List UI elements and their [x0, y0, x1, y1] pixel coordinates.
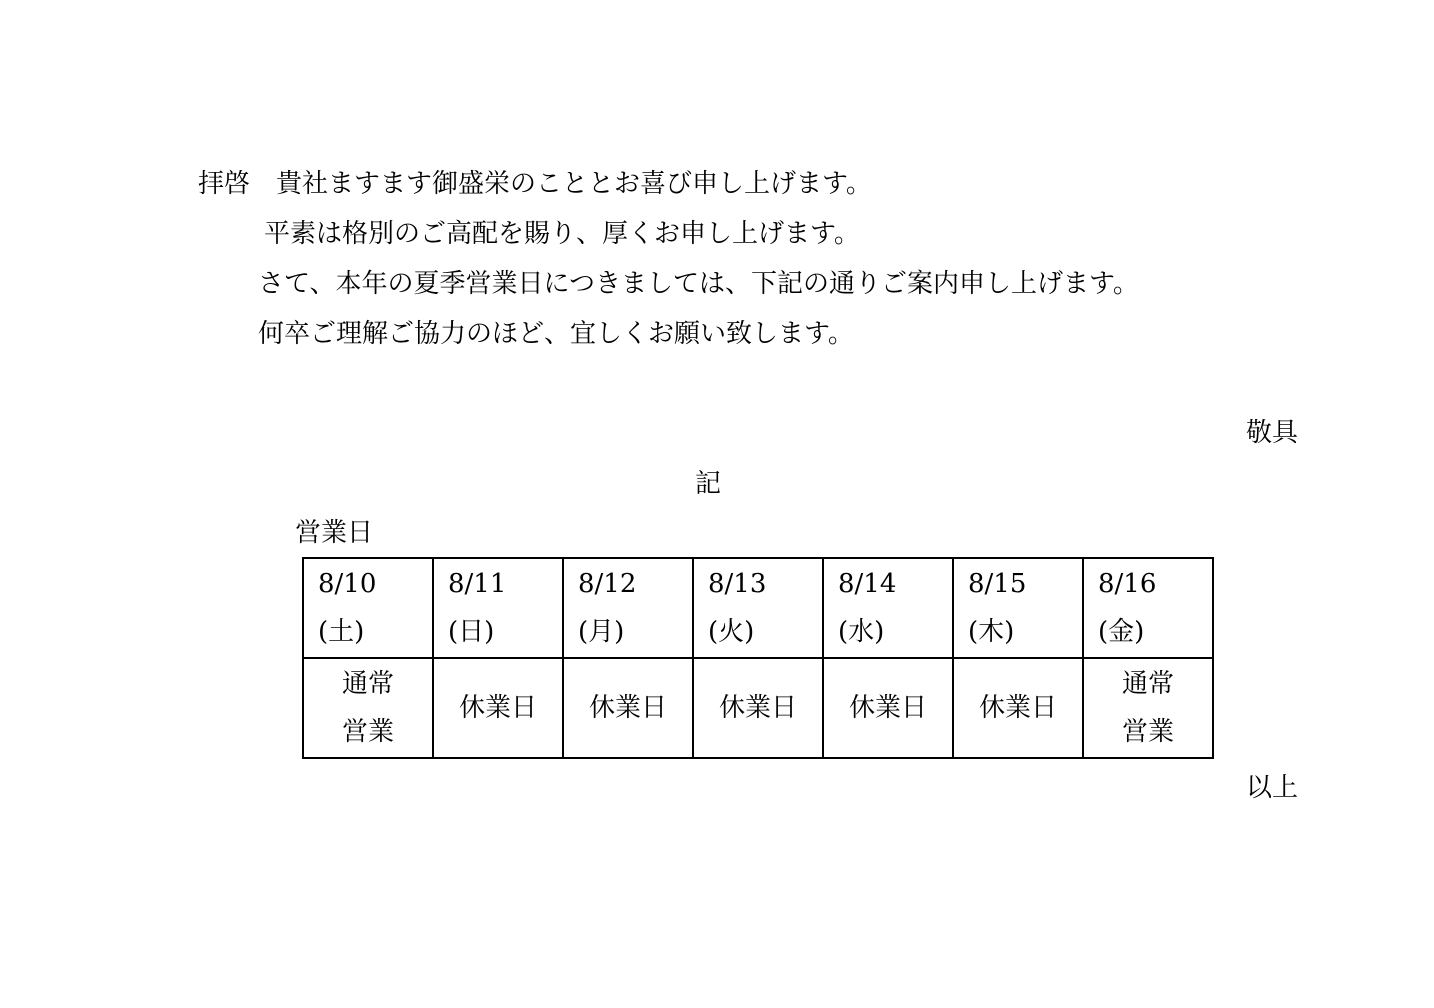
ki-heading: 記 [695, 469, 722, 499]
date-text: 8/15 [968, 569, 1027, 599]
weekday-text: (月) [578, 617, 625, 647]
date-row [303, 558, 1213, 658]
weekday-text: (土) [318, 617, 365, 647]
date-cell [433, 558, 563, 658]
status-cell [433, 658, 563, 758]
date-cell [563, 558, 693, 658]
weekday-text: (水) [838, 617, 885, 647]
status-text: 通常 [341, 669, 394, 699]
date-text: 8/11 [448, 569, 507, 599]
date-cell [1083, 558, 1213, 658]
body-paragraph-1: 平素は格別のご高配を賜り、厚くお申し上げます。 [264, 219, 860, 249]
status-cell [693, 658, 823, 758]
date-cell [693, 558, 823, 658]
status-text: 休業日 [718, 693, 797, 723]
status-cell [303, 658, 433, 758]
status-text: 休業日 [458, 693, 537, 723]
table-caption: 営業日 [295, 518, 374, 548]
date-text: 8/13 [708, 569, 767, 599]
date-text: 8/14 [838, 569, 897, 599]
business-days-table [302, 557, 1214, 759]
date-cell [303, 558, 433, 658]
body-paragraph-2: さて、本年の夏季営業日につきましては、下記の通りご案内申し上げます。 [258, 269, 1139, 299]
weekday-text: (火) [708, 617, 755, 647]
closing-keigu: 敬具 [1245, 418, 1298, 448]
status-text: 営業 [341, 717, 394, 747]
weekday-text: (木) [968, 617, 1015, 647]
date-text: 8/16 [1098, 569, 1157, 599]
status-text: 営業 [1121, 717, 1174, 747]
ending-ijou: 以上 [1245, 773, 1298, 803]
status-cell [1083, 658, 1213, 758]
greeting-line: 拝啓 貴社ますます御盛栄のこととお喜び申し上げます。 [198, 169, 872, 199]
status-text: 休業日 [848, 693, 927, 723]
date-text: 8/12 [578, 569, 637, 599]
date-cell [823, 558, 953, 658]
status-cell [953, 658, 1083, 758]
date-text: 8/10 [318, 569, 377, 599]
status-row [303, 658, 1213, 758]
date-cell [953, 558, 1083, 658]
status-text: 休業日 [978, 693, 1057, 723]
status-cell [563, 658, 693, 758]
status-text: 休業日 [588, 693, 667, 723]
status-cell [823, 658, 953, 758]
status-text: 通常 [1121, 669, 1174, 699]
weekday-text: (日) [448, 617, 495, 647]
body-paragraph-3: 何卒ご理解ご協力のほど、宜しくお願い致します。 [258, 319, 854, 349]
weekday-text: (金) [1098, 617, 1145, 647]
